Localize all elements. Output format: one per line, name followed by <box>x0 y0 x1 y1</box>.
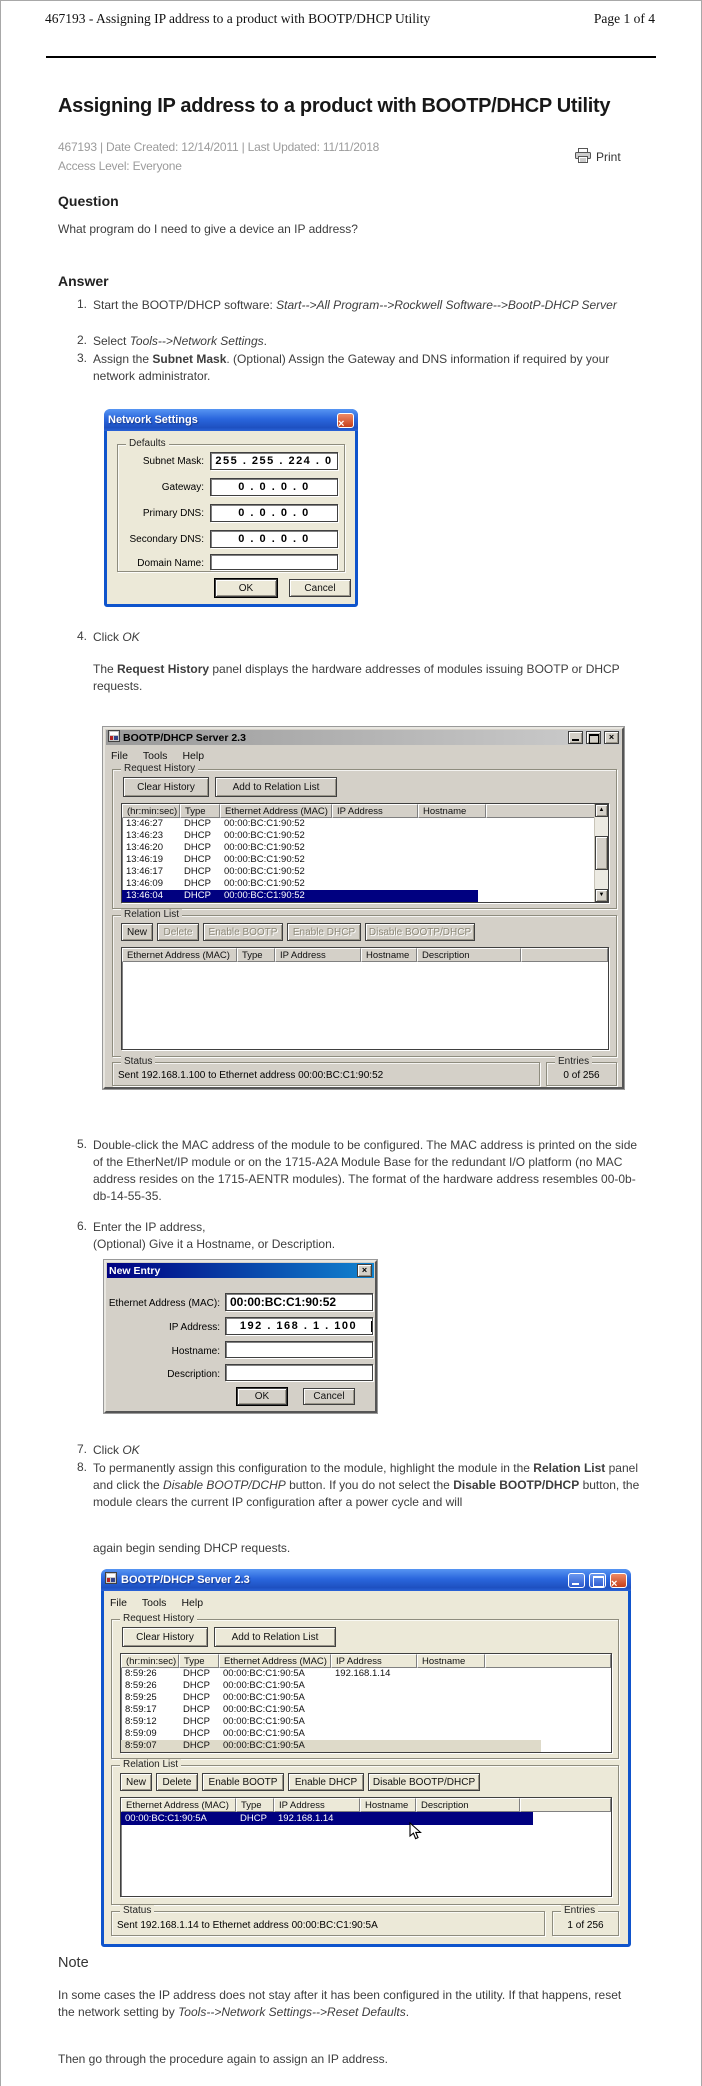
menu-help[interactable]: Help <box>182 749 205 762</box>
enable-bootp-button[interactable]: Enable BOOTP <box>203 923 283 941</box>
network-settings-titlebar[interactable] <box>104 409 358 431</box>
col-mac[interactable]: Ethernet Address (MAC) <box>220 804 332 818</box>
ip-address-label: IP Address: <box>169 1322 220 1333</box>
step-4-number: 4. <box>76 629 87 643</box>
mac-field[interactable]: 00:00:BC:C1:90:52 <box>225 1293 373 1311</box>
request-history-table <box>121 803 609 903</box>
printer-icon <box>575 148 591 166</box>
table-row-selected[interactable]: 00:00:BC:C1:90:5A DHCP 192.168.1.14 <box>121 1812 533 1825</box>
add-to-relation-list-button[interactable]: Add to Relation List <box>214 1627 336 1647</box>
col-mac[interactable]: Ethernet Address (MAC) <box>122 948 237 962</box>
request-history-table <box>120 1653 612 1753</box>
entries-count: 0 of 256 <box>563 1070 600 1081</box>
question-heading: Question <box>58 193 119 209</box>
table-row[interactable]: 13:46:09 DHCP 00:00:BC:C1:90:52 <box>126 878 305 889</box>
col-hostname[interactable]: Hostname <box>361 948 417 962</box>
table-row[interactable]: 13:46:17 DHCP 00:00:BC:C1:90:52 <box>126 866 305 877</box>
clear-history-button[interactable]: Clear History <box>123 777 209 797</box>
window-1-menubar <box>111 748 204 763</box>
step-3: Assign the Subnet Mask. (Optional) Assign the Gateway and DNS information if required by your network administrator. <box>93 352 610 383</box>
col-type[interactable]: Type <box>237 948 275 962</box>
new-button[interactable]: New <box>120 1773 152 1791</box>
col-type[interactable]: Type <box>179 1654 219 1668</box>
step-7-number: 7. <box>76 1442 87 1456</box>
col-ip[interactable]: IP Address <box>275 948 361 962</box>
table-row[interactable]: 8:59:25 DHCP 00:00:BC:C1:90:5A <box>125 1692 305 1703</box>
entries-label: Entries <box>555 1056 592 1068</box>
gateway-label: Gateway: <box>161 482 204 493</box>
close-icon[interactable]: × <box>610 1573 627 1588</box>
secondary-dns-label: Secondary DNS: <box>129 534 204 545</box>
subnet-mask-label: Subnet Mask: <box>142 456 204 467</box>
new-entry-dialog <box>104 1260 377 1413</box>
menu-file[interactable]: File <box>111 749 128 762</box>
request-history-group <box>111 1613 619 1759</box>
status-label: Status <box>120 1905 154 1917</box>
step-4: Click OK <box>93 630 140 644</box>
subnet-mask-field[interactable]: 255 . 255 . 224 . 0 <box>210 452 338 470</box>
text-caret <box>371 1321 372 1332</box>
primary-dns-field[interactable]: 0 . 0 . 0 . 0 <box>210 504 338 522</box>
table-row[interactable]: 13:46:23 DHCP 00:00:BC:C1:90:52 <box>126 830 305 841</box>
relation-list-group <box>112 909 617 1057</box>
window-1-titlebar[interactable] <box>106 730 621 745</box>
description-label: Description: <box>167 1369 220 1380</box>
window-2-menubar <box>110 1594 203 1611</box>
close-icon[interactable]: × <box>337 413 354 428</box>
step-2: Select Tools-->Network Settings. <box>93 334 267 348</box>
col-time[interactable]: (hr:min:sec) <box>121 1654 179 1668</box>
print-button[interactable] <box>575 148 621 166</box>
status-group <box>112 1056 540 1086</box>
app-icon <box>105 1571 117 1589</box>
step-8-number: 8. <box>76 1460 87 1474</box>
scroll-up-icon[interactable]: ▲ <box>595 804 608 817</box>
table-row[interactable]: 13:46:27 DHCP 00:00:BC:C1:90:52 <box>126 818 305 829</box>
step-8-continued: again begin sending DHCP requests. <box>93 1541 291 1555</box>
question-text: What program do I need to give a device an IP address? <box>58 222 358 236</box>
step-1-number: 1. <box>76 297 87 311</box>
mac-label: Ethernet Address (MAC): <box>108 1298 220 1309</box>
minimize-icon[interactable] <box>568 1573 585 1588</box>
header-divider <box>46 56 656 58</box>
entries-group <box>546 1056 617 1086</box>
ip-address-field[interactable]: 192 . 168 . 1 . 100 <box>225 1317 373 1335</box>
menu-help[interactable]: Help <box>181 1596 204 1609</box>
step-3-number: 3. <box>76 351 87 365</box>
step-5-number: 5. <box>76 1137 87 1151</box>
menu-tools[interactable]: Tools <box>141 1596 167 1609</box>
description-field[interactable] <box>225 1364 373 1381</box>
delete-button[interactable]: Delete <box>157 923 199 941</box>
relation-list-label: Relation List <box>121 909 182 921</box>
doc-page-number: Page 1 of 4 <box>593 11 655 26</box>
step-5: Double-click the MAC address of the module to be configured. The MAC address is printed on the side of the EtherNet/IP module or on the 1715-A2A Module Base for the redundant I/O platform (no MAC address resides on the 1715-AENTR modules). The format of the hardware address resembles 00-0b-db-14-55-35. <box>93 1138 638 1203</box>
window-title: BOOTP/DHCP Server 2.3 <box>121 1574 250 1586</box>
dialog-title: Network Settings <box>108 414 198 426</box>
meta-line: 467193 | Date Created: 12/14/2011 | Last Updated: 11/11/2018 <box>58 140 380 154</box>
col-type[interactable]: Type <box>180 804 220 818</box>
enable-dhcp-button[interactable]: Enable DHCP <box>288 1773 364 1791</box>
enable-dhcp-button[interactable]: Enable DHCP <box>287 923 361 941</box>
note-text-2: Then go through the procedure again to assign an IP address. <box>58 2052 389 2066</box>
defaults-group-label: Defaults <box>126 438 169 450</box>
hostname-field[interactable] <box>225 1341 373 1358</box>
ok-button[interactable]: OK <box>237 1388 287 1405</box>
col-hostname[interactable]: Hostname <box>418 804 486 818</box>
close-icon[interactable]: × <box>357 1264 372 1277</box>
col-ip[interactable]: IP Address <box>331 1654 417 1668</box>
answer-heading: Answer <box>58 273 109 289</box>
gateway-field[interactable]: 0 . 0 . 0 . 0 <box>210 478 338 496</box>
window-title: BOOTP/DHCP Server 2.3 <box>123 731 246 744</box>
table-row-highlighted[interactable]: 8:59:07 DHCP 00:00:BC:C1:90:5A <box>121 1740 541 1752</box>
relation-list-group <box>111 1759 619 1905</box>
menu-file[interactable]: File <box>110 1596 127 1609</box>
maximize-icon[interactable] <box>586 731 601 744</box>
status-text: Sent 192.168.1.100 to Ethernet address 00:00:BC:C1:90:52 <box>118 1070 384 1081</box>
ok-button[interactable]: OK <box>215 579 277 597</box>
table-row[interactable]: 8:59:17 DHCP 00:00:BC:C1:90:5A <box>125 1704 305 1715</box>
access-level: Access Level: Everyone <box>58 159 182 173</box>
request-history-label: Request History <box>121 763 198 775</box>
clear-history-button[interactable]: Clear History <box>122 1627 208 1647</box>
secondary-dns-field[interactable]: 0 . 0 . 0 . 0 <box>210 530 338 548</box>
cancel-button[interactable]: Cancel <box>303 1388 355 1405</box>
new-entry-titlebar[interactable] <box>107 1263 374 1278</box>
relation-list-label: Relation List <box>120 1759 181 1771</box>
step-4-paragraph: The Request History panel displays the hardware addresses of modules issuing BOOTP or DHCP requests. <box>93 662 620 693</box>
domain-name-field[interactable] <box>210 554 338 570</box>
mouse-cursor-icon <box>409 1822 422 1846</box>
dialog-title: New Entry <box>109 1264 161 1277</box>
scroll-thumb[interactable] <box>595 836 608 870</box>
col-mac[interactable]: Ethernet Address (MAC) <box>219 1654 331 1668</box>
network-settings-dialog <box>104 409 358 607</box>
entries-count: 1 of 256 <box>567 1920 604 1931</box>
cancel-button[interactable]: Cancel <box>289 579 351 597</box>
relation-list-table <box>120 1797 612 1897</box>
menu-tools[interactable]: Tools <box>142 749 168 762</box>
col-mac[interactable]: Ethernet Address (MAC) <box>121 1798 236 1812</box>
maximize-icon[interactable] <box>589 1573 606 1588</box>
primary-dns-label: Primary DNS: <box>142 508 204 519</box>
article-title: Assigning IP address to a product with BOOTP/DHCP Utility <box>58 95 611 117</box>
col-type[interactable]: Type <box>236 1798 274 1812</box>
doc-header-title: 467193 - Assigning IP address to a product with BOOTP/DHCP Utility <box>45 11 431 26</box>
bootp-window-1 <box>103 727 624 1089</box>
request-history-group <box>112 763 617 909</box>
bootp-window-2 <box>101 1569 631 1947</box>
scroll-down-icon[interactable]: ▼ <box>595 889 608 902</box>
disable-bootp-dhcp-button[interactable]: Disable BOOTP/DHCP <box>368 1773 480 1791</box>
entries-label: Entries <box>561 1905 598 1917</box>
disable-bootp-dhcp-button[interactable]: Disable BOOTP/DHCP <box>365 923 475 941</box>
col-ip[interactable]: IP Address <box>274 1798 360 1812</box>
window-2-titlebar[interactable] <box>101 1569 631 1591</box>
new-button[interactable]: New <box>121 923 153 941</box>
entries-group <box>552 1905 619 1936</box>
status-label: Status <box>121 1056 155 1068</box>
enable-bootp-button[interactable]: Enable BOOTP <box>202 1773 284 1791</box>
request-history-label: Request History <box>120 1613 197 1625</box>
minimize-icon[interactable] <box>568 731 583 744</box>
note-text: In some cases the IP address does not stay after it has been configured in the utility. If that happens, reset the network setting by Tools-->Network Settings-->Reset Defaults. <box>58 1988 622 2019</box>
table-row[interactable]: 8:59:26 DHCP 00:00:BC:C1:90:5A 192.168.1.14 <box>125 1668 391 1679</box>
table-row[interactable]: 8:59:12 DHCP 00:00:BC:C1:90:5A <box>125 1716 305 1727</box>
table-row[interactable]: 13:46:19 DHCP 00:00:BC:C1:90:52 <box>126 854 305 865</box>
col-time[interactable]: (hr:min:sec) <box>122 804 180 818</box>
hostname-label: Hostname: <box>171 1346 220 1357</box>
table-row[interactable]: 8:59:26 DHCP 00:00:BC:C1:90:5A <box>125 1680 305 1691</box>
status-group <box>111 1905 545 1936</box>
table-row[interactable]: 13:46:20 DHCP 00:00:BC:C1:90:52 <box>126 842 305 853</box>
relation-list-table <box>121 947 609 1050</box>
step-6-number: 6. <box>76 1219 87 1233</box>
step-8: To permanently assign this configuration to the module, highlight the module in the Relation List panel and click the Disable BOOTP/DCHP button. If you do not select the Disable BOOTP/DHCP button, the module clears the current IP configuration after a power cycle and will <box>93 1461 640 1509</box>
domain-name-label: Domain Name: <box>137 558 204 569</box>
delete-button[interactable]: Delete <box>156 1773 198 1791</box>
step-1: Start the BOOTP/DHCP software: Start-->All Program-->Rockwell Software-->BootP-DHCP Server <box>93 298 617 312</box>
step-2-number: 2. <box>76 333 87 347</box>
table-row-selected[interactable]: 13:46:04 DHCP 00:00:BC:C1:90:52 <box>122 890 478 902</box>
col-hostname[interactable]: Hostname <box>417 1654 485 1668</box>
status-text: Sent 192.168.1.14 to Ethernet address 00:00:BC:C1:90:5A <box>117 1920 378 1931</box>
note-heading: Note <box>58 1955 89 1971</box>
col-description[interactable]: Description <box>417 948 521 962</box>
scrollbar[interactable] <box>594 804 608 902</box>
close-icon[interactable]: × <box>604 731 619 744</box>
step-6: Enter the IP address, (Optional) Give it a Hostname, or Description. <box>93 1220 336 1251</box>
step-7: Click OK <box>93 1443 140 1457</box>
col-ip[interactable]: IP Address <box>332 804 418 818</box>
defaults-group <box>117 438 345 572</box>
col-hostname[interactable]: Hostname <box>360 1798 416 1812</box>
print-label: Print <box>596 150 621 164</box>
app-icon <box>108 729 120 747</box>
add-to-relation-list-button[interactable]: Add to Relation List <box>215 777 337 797</box>
col-description[interactable]: Description <box>416 1798 520 1812</box>
table-row[interactable]: 8:59:09 DHCP 00:00:BC:C1:90:5A <box>125 1728 305 1739</box>
